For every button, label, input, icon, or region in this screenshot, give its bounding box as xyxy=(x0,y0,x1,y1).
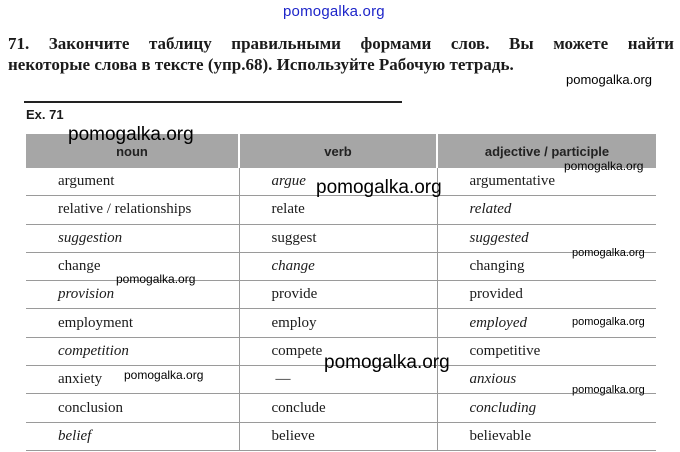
noun-cell: relative / relationships xyxy=(26,196,239,224)
task-word: слов. xyxy=(450,34,490,53)
verb-cell: — xyxy=(239,366,437,394)
table-row xyxy=(26,422,656,450)
column-header-noun: noun xyxy=(26,134,239,168)
adjective-cell: believable xyxy=(437,422,656,450)
adjective-cell: anxious xyxy=(437,366,656,394)
adjective-cell: suggested xyxy=(437,224,656,252)
watermark: pomogalka.org xyxy=(564,159,644,173)
watermark: pomogalka.org xyxy=(572,316,645,328)
noun-cell: suggestion xyxy=(26,224,239,252)
section-divider xyxy=(24,101,402,103)
verb-cell: change xyxy=(239,252,437,280)
table-row xyxy=(26,394,656,422)
watermark: pomogalka.org xyxy=(316,177,442,198)
adjective-cell: concluding xyxy=(437,394,656,422)
adjective-cell: provided xyxy=(437,281,656,309)
column-header-adjective: adjective / participle xyxy=(437,134,656,168)
task-word: таблицу xyxy=(148,34,212,53)
verb-cell: provide xyxy=(239,281,437,309)
noun-cell: argument xyxy=(26,168,239,196)
verb-cell: argue xyxy=(239,168,437,196)
watermark: pomogalka.org xyxy=(124,368,204,382)
task-number: 71. xyxy=(8,34,30,53)
adjective-cell: competitive xyxy=(437,337,656,365)
verb-cell: compete xyxy=(239,337,437,365)
adjective-cell: argumentative xyxy=(437,168,656,196)
verb-cell: relate xyxy=(239,196,437,224)
table-row xyxy=(26,224,656,252)
task-word: Вы xyxy=(509,34,534,53)
table-row xyxy=(26,309,656,337)
adjective-cell: related xyxy=(437,196,656,224)
adjective-cell: employed xyxy=(437,309,656,337)
verb-cell: suggest xyxy=(239,224,437,252)
watermark: pomogalka.org xyxy=(116,272,196,286)
task-line-1 xyxy=(8,33,674,54)
verb-cell: employ xyxy=(239,309,437,337)
adjective-cell: changing xyxy=(437,252,656,280)
watermark: pomogalka.org xyxy=(324,352,450,373)
task-instruction xyxy=(8,33,674,75)
task-word: формами xyxy=(360,34,432,53)
watermark: pomogalka.org xyxy=(68,124,194,145)
noun-cell: conclusion xyxy=(26,394,239,422)
noun-cell: provision xyxy=(26,281,239,309)
task-word: Закончите xyxy=(48,34,130,53)
exercise-label: Ex. 71 xyxy=(26,107,64,122)
table-row xyxy=(26,196,656,224)
noun-cell: change xyxy=(26,252,239,280)
task-word: можете xyxy=(553,34,609,53)
task-word: правильными xyxy=(231,34,341,53)
verb-cell: conclude xyxy=(239,394,437,422)
task-line-2: некоторые слова в тексте (упр.68). Используйте Рабочую тетрадь. xyxy=(8,55,514,74)
noun-cell: belief xyxy=(26,422,239,450)
column-header-verb: verb xyxy=(239,134,437,168)
verb-cell: believe xyxy=(239,422,437,450)
noun-cell: anxiety xyxy=(26,366,239,394)
watermark: pomogalka.org xyxy=(572,384,645,396)
table-body xyxy=(26,168,656,450)
task-word: найти xyxy=(627,34,674,53)
noun-cell: competition xyxy=(26,337,239,365)
noun-cell: employment xyxy=(26,309,239,337)
watermark: pomogalka.org xyxy=(566,72,652,87)
watermark: pomogalka.org xyxy=(572,247,645,259)
watermark-top: pomogalka.org xyxy=(283,3,385,20)
